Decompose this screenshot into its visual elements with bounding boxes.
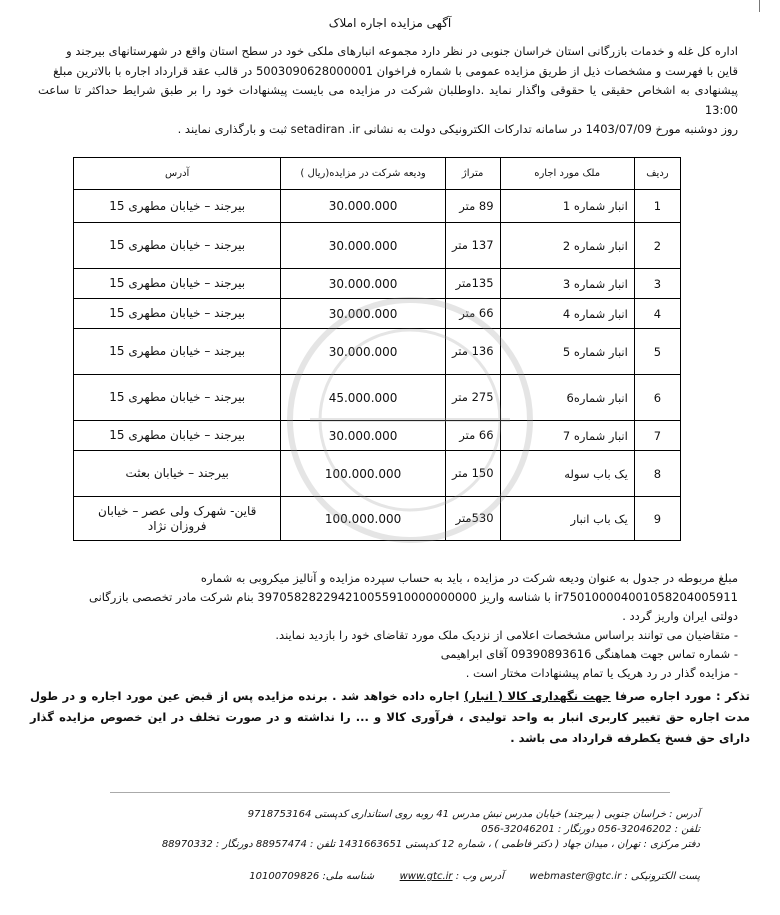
remark-text: اجاره داده خواهد شد . برنده مزایده پس از قبض عین مورد اجاره و در طول مدت اجاره حق تغییر کاربری انبار به واحد تولیدی ، فرآوری کالا و ... را نداشته و در صورت تخلف در این خصوص مزایده گذار دارای حق فسخ یکطرفه قرارداد می باشد . [30,689,750,745]
footer-contact-line [40,870,700,884]
header-address: آدرس [74,158,281,190]
row-number: 6 [634,375,680,421]
row-address: قاین- شهرک ولی عصر – خیابان فروزان نژاد [74,497,281,541]
row-property: انبار شماره 4 [500,299,634,329]
note-line-2 [38,588,738,607]
note-line-5 [38,645,738,664]
row-number: 3 [634,269,680,299]
row-area: 66 متر [445,421,500,451]
row-number: 9 [634,497,680,541]
header-row-number: ردیف [634,158,680,190]
row-property: انبار شماره 5 [500,329,634,375]
page-edge-mark [759,0,760,12]
row-number: 4 [634,299,680,329]
row-address: بیرجند – خیابان بعثت [74,451,281,497]
row-deposit: 30.000.000 [281,223,445,269]
web-label: آدرس وب : [455,871,504,882]
row-number: 2 [634,223,680,269]
note-line-5-text: - شماره تماس جهت هماهنگی [595,647,738,661]
note-line-2-rest: بنام شرکت مادر تخصصی بازرگانی [88,590,254,604]
table-row [74,451,681,497]
row-area: 66 متر [445,299,500,329]
row-area: 275 متر [445,375,500,421]
table-row [74,190,681,223]
note-line-3: دولتی ایران واریز گردد . [622,609,738,623]
intro-paragraph [38,42,738,140]
iban-number: ir750100004001058204005911 [554,590,738,604]
table-row [74,375,681,421]
row-number: 7 [634,421,680,451]
row-area: 89 متر [445,190,500,223]
row-property: یک باب سوله [500,451,634,497]
intro-line-2-text: قاین با فهرست و مشخصات ذیل از طریق مزایده عمومی با شماره فراخوان [376,63,738,78]
intro-line-3-text: پیشنهادی به اشخاص حقیقی یا حقوقی واگذار نماید .داوطلبان شرکت در مزایده می بایست پیشنهادات خود را بر طبق شرایط حداکثر تا ساعت [38,83,738,97]
deadline-date: 1403/07/09 [585,122,652,136]
row-address: بیرجند – خیابان مطهری 15 [74,223,281,269]
row-number: 8 [634,451,680,497]
row-area: 136 متر [445,329,500,375]
contact-phone: 09390893616 [510,647,592,661]
email-link[interactable]: webmaster@gtc.ir [529,871,622,882]
note-line-1: مبلغ مربوطه در جدول به عنوان ودیعه شرکت در مزایده ، باید به حساب سپرده مزایده و آنالیز میکروبی به شماره [200,571,738,585]
row-property: انبار شماره6 [500,375,634,421]
intro-line-3 [38,81,738,120]
table-row [74,421,681,451]
contact-person: آقای ابراهیمی [440,647,508,661]
web-link[interactable]: www.gtc.ir [399,871,453,882]
intro-line-1: اداره کل غله و خدمات بازرگانی استان خراسان جنوبی در نظر دارد مجموعه انبارهای ملکی خود در سطح استان واقع در شهرستانهای بیرجند و [66,44,738,58]
row-property: یک باب انبار [500,497,634,541]
footer-address: آدرس : خراسان جنوبی ( بیرجند) خیابان مدرس نبش مدرس 41 روبه روی استانداری کدپستی 9718753164 [247,809,700,820]
deposit-notes [38,569,738,683]
setadiran-link[interactable]: setadiran .ir [290,122,361,136]
row-number: 1 [634,190,680,223]
intro-line-4-mid: در سامانه تدارکات الکترونیکی دولت به نشانی [363,122,582,136]
call-number: 5003090628000001 [255,63,374,78]
footer-central-office: دفتر مرکزی : تهران ، میدان جهاد ( دکتر فاطمی ) ، شماره 12 کدپستی 1431663651 تلفن : 88957474 دورنگار : 88970332 [161,839,700,850]
note-line-6: - مزایده گذار در رد هریک یا تمام پیشنهادات مختار است . [465,666,738,680]
row-deposit: 30.000.000 [281,299,445,329]
row-address: بیرجند – خیابان مطهری 15 [74,329,281,375]
row-address: بیرجند – خیابان مطهری 15 [74,190,281,223]
header-property: ملک مورد اجاره [500,158,634,190]
row-area: 135متر [445,269,500,299]
row-deposit: 100.000.000 [281,497,445,541]
remark-paragraph [30,686,750,749]
remark-underlined: جهت نگهداری کالا ( انبار) [463,689,611,703]
deposit-id: 397058282294210055910000000000 [257,590,477,604]
row-deposit: 30.000.000 [281,421,445,451]
table-row [74,223,681,269]
lease-table [73,157,681,541]
row-address: بیرجند – خیابان مطهری 15 [74,269,281,299]
table-row [74,299,681,329]
row-property: انبار شماره 3 [500,269,634,299]
intro-line-4-rest: ثبت و بارگذاری نمایند . [177,122,287,136]
notice-title: آگهی مزایده اجاره املاک [328,16,452,30]
header-deposit: ودیعه شرکت در مزایده(ریال ) [281,158,445,190]
row-property: انبار شماره 7 [500,421,634,451]
intro-line-4-text: روز دوشنبه مورخ [655,122,738,136]
table-header-row [74,158,681,190]
note-line-2-mid: با شناسه واریز [480,590,551,604]
row-property: انبار شماره 1 [500,190,634,223]
table-row [74,329,681,375]
row-number: 5 [634,329,680,375]
remark-label: تذکر : مورد اجاره صرفا [615,689,750,703]
row-deposit: 100.000.000 [281,451,445,497]
intro-line-2-rest: در قالب عقد قرارداد اجاره با بالاترین مبلغ [53,63,253,78]
row-address: بیرجند – خیابان مطهری 15 [74,375,281,421]
table-row [74,497,681,541]
intro-line-4 [38,120,738,140]
row-deposit: 45.000.000 [281,375,445,421]
intro-line-2 [38,62,738,82]
header-area: متراژ [445,158,500,190]
row-area: 150 متر [445,451,500,497]
national-id-label: شناسه ملی: [322,871,375,882]
note-line-4: - متقاضیان می توانند براساس مشخصات اعلامی از نزدیک ملک مورد تقاضای خود را بازدید نمایند. [275,628,738,642]
table-row [74,269,681,299]
row-area: 137 متر [445,223,500,269]
row-area: 530متر [445,497,500,541]
row-address: بیرجند – خیابان مطهری 15 [74,299,281,329]
footer-phone: تلفن : 32046202-056 دورنگار : 32046201-056 [481,824,700,835]
deadline-time: 13:00 [704,102,738,117]
row-deposit: 30.000.000 [281,329,445,375]
row-property: انبار شماره 2 [500,223,634,269]
footer-divider [110,792,670,793]
national-id: 10100709826 [249,871,320,882]
email-label: پست الکترونیکی : [624,871,700,882]
row-deposit: 30.000.000 [281,269,445,299]
row-deposit: 30.000.000 [281,190,445,223]
row-address: بیرجند – خیابان مطهری 15 [74,421,281,451]
